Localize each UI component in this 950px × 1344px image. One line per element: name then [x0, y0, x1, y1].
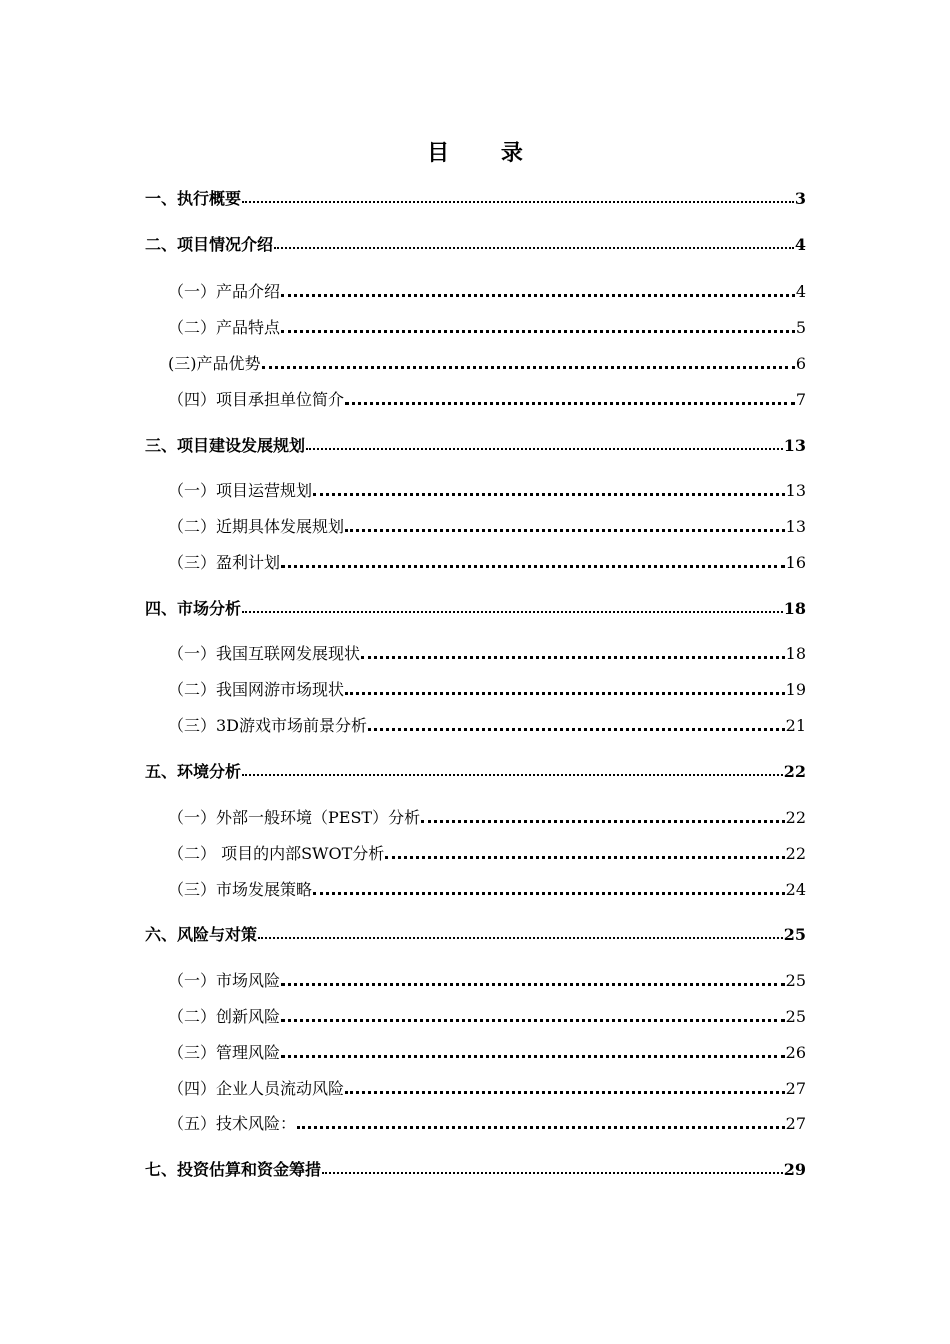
toc-title: 目 录 — [427, 140, 545, 166]
toc-entry-label: （三）市场发展策略 — [168, 880, 313, 899]
toc-entry-page: 22 — [785, 844, 806, 863]
toc-entry[interactable] — [168, 351, 806, 374]
toc-entry[interactable] — [168, 677, 806, 700]
dot-leader — [345, 528, 785, 532]
dot-leader — [281, 293, 795, 297]
toc-entry[interactable] — [145, 922, 806, 945]
toc-entry-page: 18 — [783, 599, 806, 618]
toc-entry-label: （一）产品介绍 — [168, 282, 281, 301]
toc-entry[interactable] — [145, 1157, 806, 1180]
toc-entry-page: 13 — [783, 436, 806, 455]
toc-entry-page: 16 — [785, 553, 806, 572]
toc-entry[interactable] — [168, 387, 806, 410]
toc-entry-page: 21 — [785, 716, 806, 735]
dot-leader — [281, 1018, 785, 1022]
toc-entry[interactable] — [145, 596, 806, 619]
toc-entry-label: （四）企业人员流动风险 — [168, 1079, 345, 1098]
dot-leader — [421, 819, 785, 823]
toc-entry[interactable] — [168, 641, 806, 664]
dot-leader — [274, 246, 794, 249]
dot-leader — [242, 200, 794, 203]
toc-entry[interactable] — [168, 968, 806, 991]
toc-entry-page: 13 — [785, 517, 806, 536]
toc-entry-page: 24 — [785, 880, 806, 899]
dot-leader — [313, 891, 785, 895]
toc-entry-label: 五、环境分析 — [145, 762, 242, 781]
toc-entry-page: 22 — [785, 808, 806, 827]
toc-entry-page: 25 — [783, 925, 806, 944]
toc-entry[interactable] — [168, 1040, 806, 1063]
toc-entry-page: 22 — [783, 762, 806, 781]
toc-entry-label: （二）近期具体发展规划 — [168, 517, 345, 536]
toc-entry[interactable] — [168, 478, 806, 501]
toc-entry-label: （一）市场风险 — [168, 971, 281, 990]
toc-entry-label: （二） 项目的内部SWOT分析 — [168, 844, 385, 863]
toc-entry[interactable] — [145, 759, 806, 782]
dot-leader — [281, 982, 785, 986]
toc-entry-label: （五）技术风险： — [168, 1114, 297, 1133]
dot-leader — [258, 936, 783, 939]
dot-leader — [281, 564, 785, 568]
toc-entry[interactable] — [145, 433, 806, 456]
toc-entry[interactable] — [145, 186, 806, 209]
toc-entry-label: （三）管理风险 — [168, 1043, 281, 1062]
toc-entry-page: 27 — [785, 1114, 806, 1133]
dot-leader — [281, 329, 795, 333]
dot-leader — [262, 365, 795, 369]
toc-entry-label: 四、市场分析 — [145, 599, 242, 618]
toc-entry-page: 29 — [783, 1160, 806, 1179]
dot-leader — [306, 447, 783, 450]
toc-entry-page: 25 — [785, 971, 806, 990]
toc-entry-page: 4 — [795, 282, 806, 301]
dot-leader — [361, 655, 785, 659]
dot-leader — [322, 1171, 783, 1174]
dot-leader — [313, 492, 785, 496]
toc-entry-label: （三）盈利计划 — [168, 553, 281, 572]
toc-entry-label: （一）项目运营规划 — [168, 481, 313, 500]
dot-leader — [345, 401, 795, 405]
dot-leader — [345, 1090, 785, 1094]
dot-leader — [242, 773, 783, 776]
toc-entry[interactable] — [168, 877, 806, 900]
toc-entry[interactable] — [168, 514, 806, 537]
toc-entry-label: 一、执行概要 — [145, 189, 242, 208]
toc-entry-page: 6 — [795, 354, 806, 373]
toc-entry-label: (三)产品优势 — [168, 354, 261, 373]
toc-entry-label: 三、项目建设发展规划 — [145, 436, 306, 455]
dot-leader — [242, 610, 783, 613]
toc-entry[interactable] — [168, 279, 806, 302]
toc-entry-page: 27 — [785, 1079, 806, 1098]
toc-entry-page: 26 — [785, 1043, 806, 1062]
toc-entry-label: （二）我国网游市场现状 — [168, 680, 345, 699]
dot-leader — [368, 727, 785, 731]
toc-entry-label: （二）产品特点 — [168, 318, 281, 337]
toc-entry-page: 19 — [785, 680, 806, 699]
dot-leader — [281, 1054, 785, 1058]
toc-entry[interactable] — [168, 1111, 806, 1134]
toc-entry[interactable] — [168, 805, 806, 828]
toc-entry-label: （四）项目承担单位简介 — [168, 390, 345, 409]
toc-entry[interactable] — [168, 1004, 806, 1027]
toc-entry-label: （一）我国互联网发展现状 — [168, 644, 361, 663]
toc-entry-label: （二）创新风险 — [168, 1007, 281, 1026]
dot-leader — [345, 691, 785, 695]
toc-entry[interactable] — [168, 550, 806, 573]
toc-entry-label: 六、风险与对策 — [145, 925, 258, 944]
dot-leader — [385, 855, 784, 859]
toc-entry[interactable] — [145, 232, 806, 255]
toc-entry[interactable] — [168, 1076, 806, 1099]
toc-entry-label: （一）外部一般环境（PEST）分析 — [168, 808, 421, 827]
toc-entry-page: 18 — [785, 644, 806, 663]
toc-entry-page: 3 — [794, 189, 806, 208]
toc-entry-label: 二、项目情况介绍 — [145, 235, 274, 254]
toc-entry-page: 7 — [795, 390, 806, 409]
toc-entry[interactable] — [168, 315, 806, 338]
toc-entry[interactable] — [168, 713, 806, 736]
toc-entry-page: 5 — [795, 318, 806, 337]
toc-entry-label: （三）3D游戏市场前景分析 — [168, 716, 368, 735]
toc-entry-label: 七、投资估算和资金筹措 — [145, 1160, 322, 1179]
toc-entry-page: 25 — [785, 1007, 806, 1026]
toc-entry[interactable] — [168, 841, 806, 864]
dot-leader — [297, 1125, 785, 1129]
toc-entry-page: 4 — [794, 235, 806, 254]
toc-entry-page: 13 — [785, 481, 806, 500]
